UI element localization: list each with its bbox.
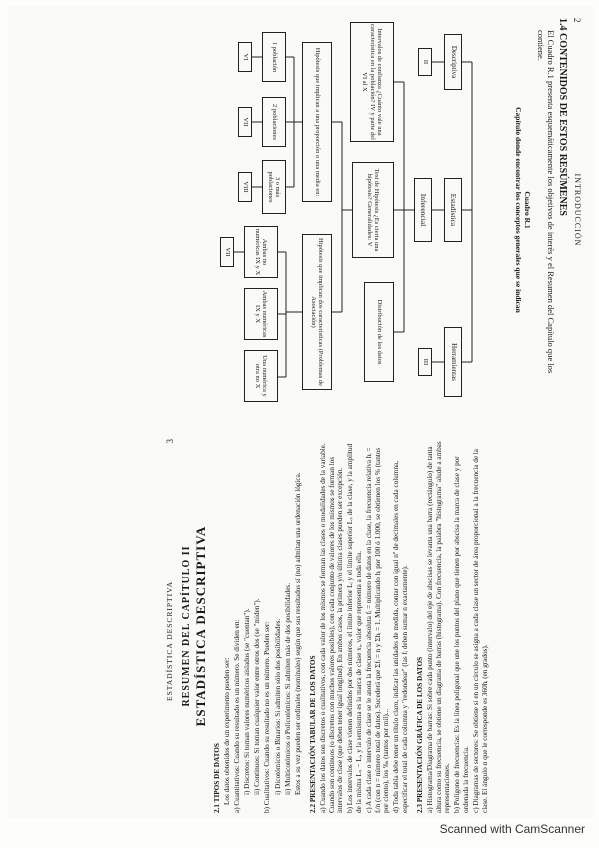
box-estadistica: Estadística — [444, 178, 462, 242]
chapter-body — [213, 437, 491, 813]
box-tres-poblaciones: 3 o más poblaciones — [262, 160, 286, 214]
paragraph: a) Cuando los datos son discretos o cualitativos, con cada valor de los mismos se forman las clases o modalidades de la variable. Cuando son continuos (o discretos con muchos valores posibles), con cada conjunto de valores de los mismos se forman los intervalos de clase (que deben tener igual longitud). En ambos casos, la primera y/o última clases pueden ser excepción. — [318, 443, 345, 813]
box-chapter-vii-bottom: VII — [220, 237, 234, 267]
paragraph: c) A cada clase o intervalo de clase se le anota la frecuencia absoluta fᵢ = número de datos en la clase, la frecuencia relativa hᵢ = fᵢ/n (con n = número total de datos). Sucederá que Σfᵢ = n y Σhᵢ = 1. Multiplicando hᵢ por 100 ó 1.000, se obtienen los % (tantos por ciento), los ‰ (tantos por mil)... — [364, 447, 391, 813]
box-ambas-numericas: Ambas numéricas IX y X — [244, 288, 278, 340]
chart-subtitle: Capítulo donde encontrar los conceptos generales que se indican — [514, 107, 523, 313]
box-chapter-vii: VII — [238, 107, 252, 137]
book-spread — [8, 6, 593, 818]
box-chapter-vi: VI — [238, 42, 252, 72]
scanner-watermark: Scanned with CamScanner — [439, 822, 585, 836]
intro-paragraph: El Cuadro R.1 presenta esquemáticamente los objetivos de interés y el Resumen del Capítulo que los contiene. — [536, 30, 556, 374]
page-number: 2 — [572, 18, 582, 23]
box-distribucion: Distribución de los datos — [364, 282, 394, 382]
box-una-poblacion: 1 población — [262, 32, 286, 82]
paragraph: i) Dicotómicos o Binarios: Si admiten sólo dos posibilidades. — [273, 618, 282, 795]
box-test-hipotesis: Test de Hipótesis ¿Es cierta una hipótesis? Generalidades: V — [352, 162, 394, 258]
paragraph: ii) Continuos: Si toman cualquier valor entre otros dos (se "miden"). — [253, 598, 262, 795]
section-title: 1.4 CONTENIDOS DE ESTOS RESÚMENES — [557, 18, 568, 216]
section-heading: 2.1 TIPOS DE DATOS — [213, 743, 221, 813]
paragraph: ii) Multicotómicos o Policotómicos: Si admiten más de dos posibilidades. — [283, 582, 292, 795]
paragraph: a) Histograma/Diagrama de barras: Si sobre cada punto (intervalo) del eje de abscisas se levanta una barra (rectángulo) de tanta altura como su frecuencia, se obtiene un diagrama de barras (histograma). Con frecuencia, la palabra "histograma" alude a ambas representaciones. — [425, 441, 452, 813]
paragraph: b) Los intervalos de clase vienen definidos por dos números, el límite inferior Lᵢ y el límite superior Lₛ de la clase, y la amplitud de la misma Lₛ − Lᵢ, y la semisuma es la marca de clase xᵢ, valor que representa a toda ella. — [346, 443, 363, 813]
paragraph: Estos a su vez pueden ser ordinales (nominales) según que sus resultados sí (no) admitan una ordenación lógica. — [293, 472, 302, 795]
section-heading: 2.2 PRESENTACIÓN TABULAR DE LOS DATOS — [308, 655, 317, 813]
page-3 — [163, 431, 593, 818]
paragraph: b) Cualitativos: Cuando su resultado no es un número. Pueden ser: — [263, 621, 272, 813]
box-chapter-iii: III — [418, 348, 432, 376]
box-chapter-ii: II — [418, 48, 432, 76]
box-chapter-viii: VIII — [238, 172, 252, 202]
page-number: 3 — [165, 439, 175, 444]
paragraph: a) Cuantitativos: Cuando su resultado es un número. Se dividen en: — [233, 619, 242, 813]
box-inferencial: Inferencial — [414, 178, 432, 242]
page-2 — [19, 12, 584, 408]
box-hipotesis-asociacion: Hipótesis que implican dos características (Problemas de Asociación) — [302, 234, 332, 390]
paragraph: c) Diagramas de sectores: Se obtiene si en un círculo se asigna a cada clase un sector de área proporcional a la frecuencia de la clase. El ángulo α que le corresponde es 360hᵢ (en grados). — [471, 449, 489, 813]
running-head: ESTADÍSTICA DESCRIPTIVA — [165, 581, 174, 701]
paragraph: d) Toda tabla debe tener un título claro, indicar las unidades de medida, contar con igual nº de decimales en cada columna, especificar el total de cada columna y "redondear" (las fᵢ deben sumar n exactamente). — [392, 460, 409, 813]
box-dos-poblaciones: 2 poblaciones — [262, 97, 286, 147]
paragraph: Los datos obtenidos de un experimento pueden ser: — [223, 657, 232, 805]
paragraph: i) Discretos: Si toman valores numéricos aislados (se "cuentan"). — [243, 608, 252, 795]
box-ambas-no-numericas: Ambas no numéricas IX y X — [244, 226, 278, 278]
box-intervalos-confianza: Intervalos de confianza ¿Cuánto vale una característica en la población? IV y parte del VI al X — [350, 22, 394, 142]
paragraph: b) Polígono de frecuencias: Es la línea poligonal que une los puntos del plano que tienen por abscisa la marca de clase y por ordenada la frecuencia. — [453, 456, 470, 813]
box-herramientas: Herramientas — [444, 327, 462, 397]
chapter-title: ESTADÍSTICA DESCRIPTIVA — [193, 525, 208, 727]
box-hipotesis-media: Hipótesis que implican a una proporción o una media en: — [302, 42, 332, 202]
box-descriptiva: Descriptiva — [444, 34, 462, 90]
running-head: INTRODUCCIÓN — [573, 173, 582, 247]
chapter-summary-title: RESUMEN DEL CAPÍTULO II — [181, 545, 192, 707]
section-heading: 2.3 PRESENTACIÓN GRÁFICA DE LOS DATOS — [415, 656, 424, 813]
chart-title: Cuadro R.1 — [523, 191, 532, 229]
box-una-numerica: Una numérica y otra no X — [244, 350, 278, 402]
